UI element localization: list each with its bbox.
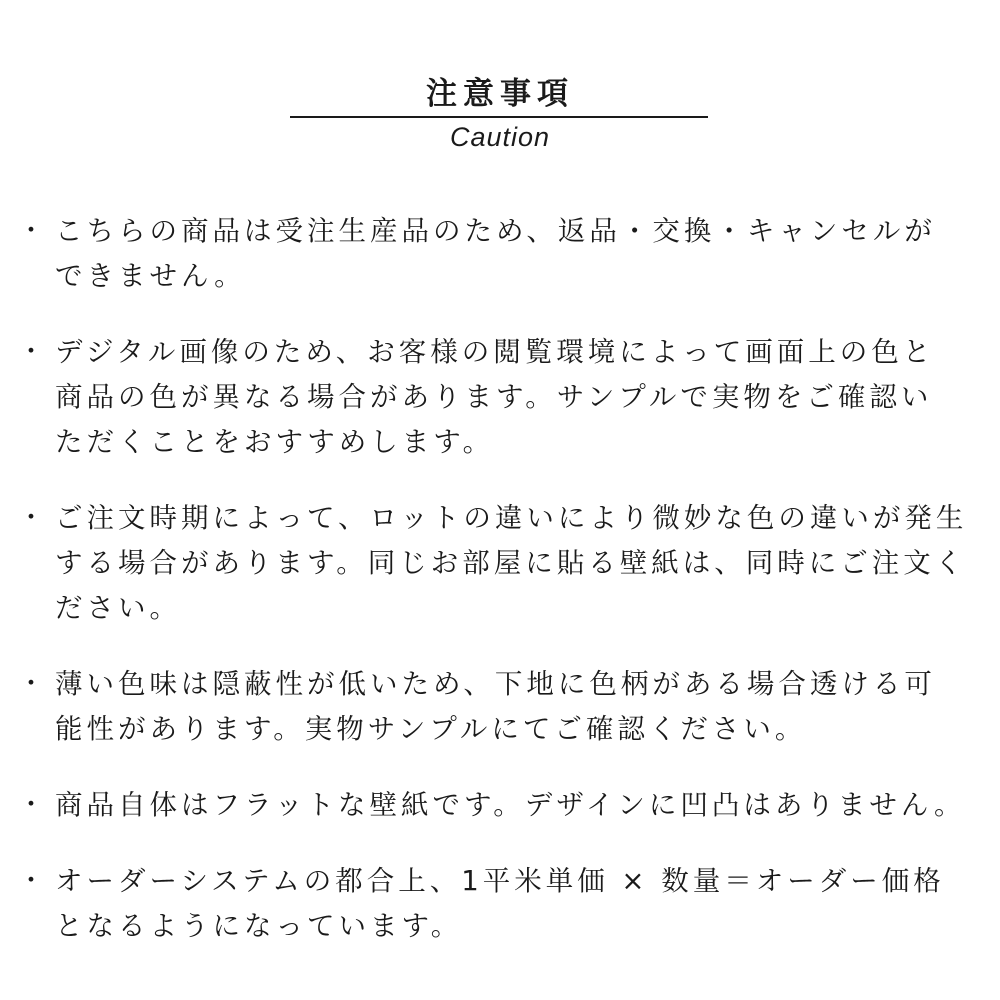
- caution-text-line: デジタル画像のため、お客様の閲覧環境によって画面上の色と: [55, 336, 935, 368]
- title-divider: [290, 116, 708, 118]
- caution-text-line: オーダーシステムの都合上、1平米単価 × 数量＝オーダー価格: [55, 865, 945, 897]
- caution-item: [0, 859, 1000, 949]
- caution-item: [0, 662, 1000, 752]
- bullet-icon: ・: [18, 216, 45, 246]
- caution-text-line: 商品の色が異なる場合があります。サンプルで実物をご確認い: [55, 381, 933, 413]
- caution-text-line: こちらの商品は受注生産品のため、返品・交換・キャンセルが: [55, 215, 936, 247]
- caution-text-line: ご注文時期によって、ロットの違いにより微妙な色の違いが発生: [55, 502, 968, 534]
- caution-item: [0, 496, 1000, 631]
- page-title: 注意事項: [426, 76, 574, 112]
- caution-item: [0, 209, 1000, 299]
- caution-item: [0, 330, 1000, 465]
- page-subtitle: Caution: [449, 122, 551, 152]
- caution-text-line: できません。: [55, 260, 246, 292]
- bullet-icon: ・: [18, 503, 45, 533]
- bullet-icon: ・: [18, 337, 45, 367]
- caution-text-line: する場合があります。同じお部屋に貼る壁紙は、同時にご注文く: [55, 547, 967, 579]
- bullet-icon: ・: [18, 866, 45, 896]
- caution-text-line: ただくことをおすすめします。: [55, 426, 495, 458]
- caution-list: [0, 209, 1000, 980]
- bullet-icon: ・: [18, 669, 45, 699]
- caution-text-line: 商品自体はフラットな壁紙です。デザインに凹凸はありません。: [55, 789, 966, 821]
- caution-text-line: となるようになっています。: [55, 910, 463, 942]
- caution-text-line: ださい。: [55, 592, 181, 624]
- caution-item: [0, 783, 1000, 828]
- caution-text-line: 能性があります。実物サンプルにてご確認ください。: [55, 713, 807, 745]
- caution-text-line: 薄い色味は隠蔽性が低いため、下地に色柄がある場合透ける可: [55, 668, 936, 700]
- bullet-icon: ・: [18, 790, 45, 820]
